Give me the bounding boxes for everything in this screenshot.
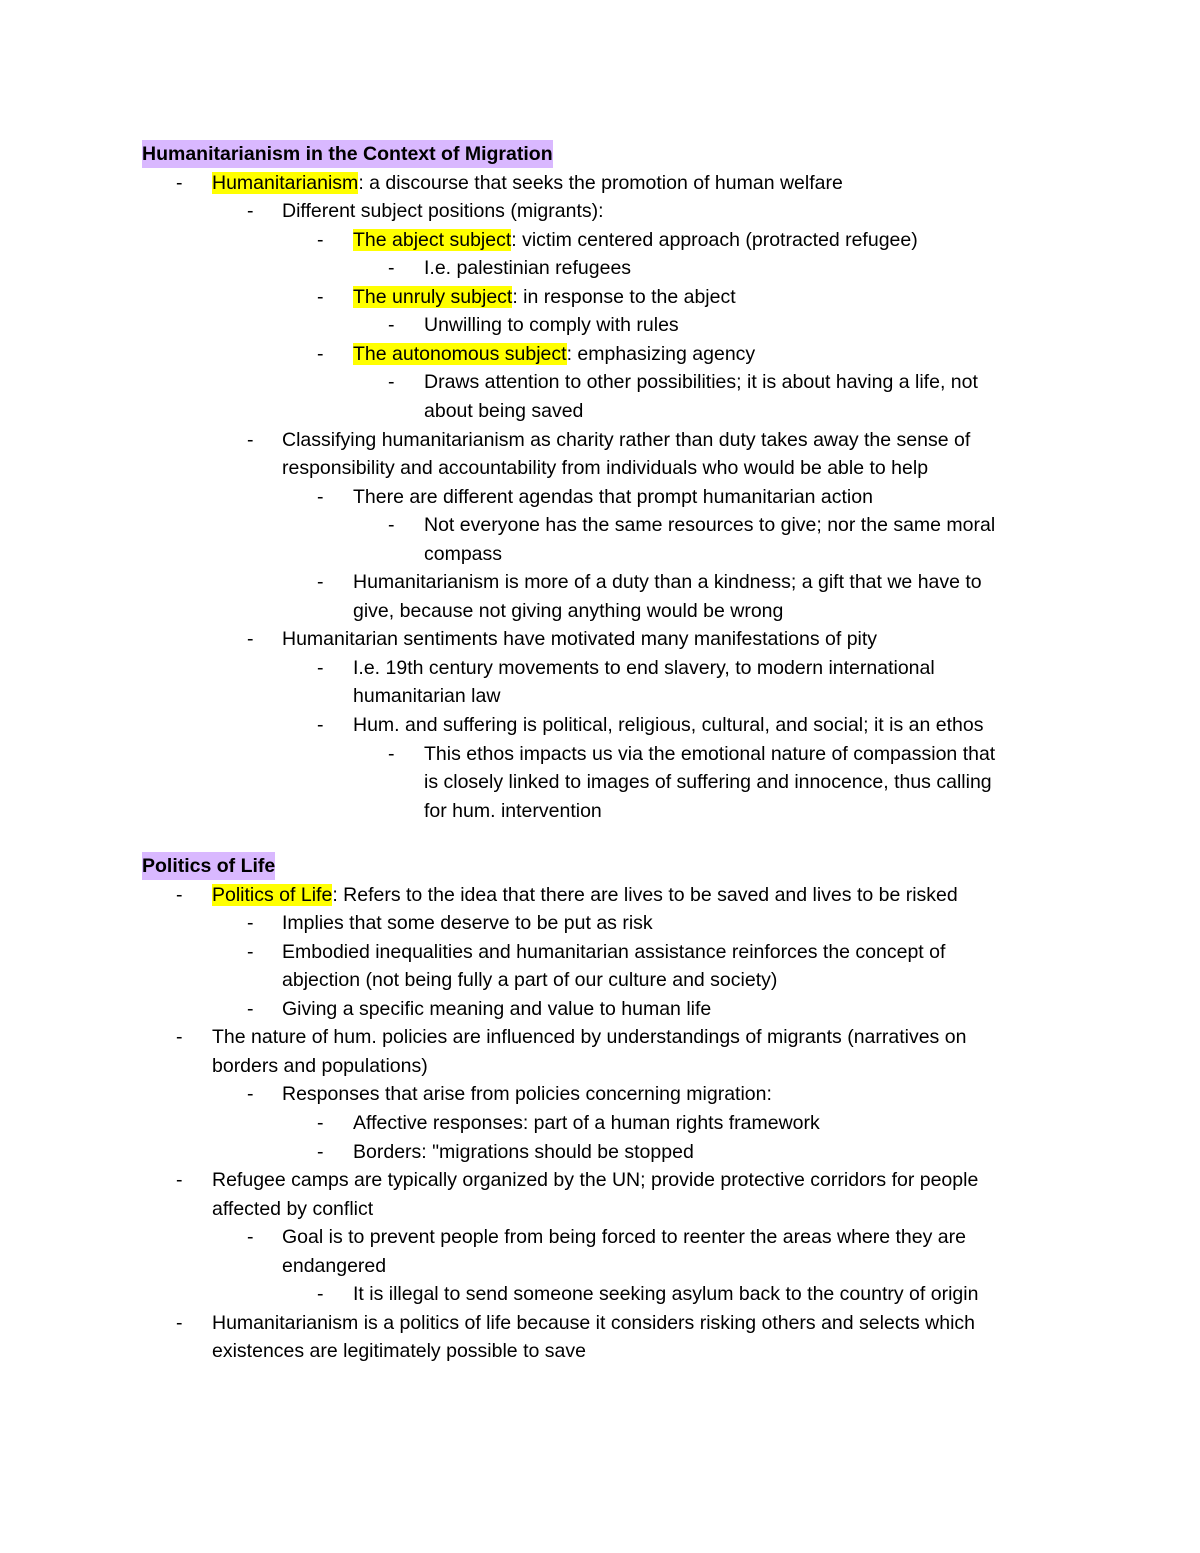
bullet-dash: -: [247, 628, 254, 651]
list-item-text: [424, 540, 502, 568]
list-item: [0, 1223, 1200, 1251]
section-title: Politics of Life: [142, 852, 275, 880]
list-item-text: [282, 938, 945, 966]
list-item: [0, 881, 1200, 909]
bullet-dash: -: [317, 1111, 324, 1134]
bullet-dash: -: [176, 1169, 183, 1192]
item-text: I.e. 19th century movements to end slavery, to modern international: [353, 656, 935, 679]
item-text: There are different agendas that prompt humanitarian action: [353, 485, 873, 508]
bullet-dash: -: [247, 428, 254, 451]
bullet-dash: -: [176, 883, 183, 906]
item-text: Implies that some deserve to be put as risk: [282, 912, 653, 935]
item-text: Responses that arise from policies concerning migration:: [282, 1083, 772, 1106]
list-item: [0, 995, 1200, 1023]
list-item-text: [282, 454, 928, 482]
section-title: Humanitarianism in the Context of Migration: [142, 140, 553, 168]
list-item-text: [424, 511, 995, 539]
list-item-text: [424, 740, 995, 768]
list-item-text: [353, 1109, 820, 1137]
highlighted-term: The abject subject: [353, 228, 512, 251]
list-item: [0, 426, 1200, 454]
item-text: : victim centered approach (protracted refugee): [511, 228, 918, 251]
list-item: [0, 597, 1200, 625]
bullet-dash: -: [388, 314, 395, 337]
list-item: [0, 454, 1200, 482]
list-item: [0, 397, 1200, 425]
list-item: [0, 197, 1200, 225]
list-item-text: [212, 1166, 978, 1194]
list-item: [0, 682, 1200, 710]
item-text: This ethos impacts us via the emotional nature of compassion that: [424, 742, 996, 765]
item-text: : Refers to the idea that there are lives to be saved and lives to be risked: [332, 883, 958, 906]
highlighted-term: Humanitarianism: [212, 171, 359, 194]
list-item: [0, 1080, 1200, 1108]
bullet-dash: -: [247, 200, 254, 223]
bullet-dash: -: [317, 285, 324, 308]
list-item-text: [212, 1195, 373, 1223]
item-text: : a discourse that seeks the promotion of human welfare: [358, 171, 843, 194]
list-item-text: [353, 226, 918, 254]
list-item: [0, 938, 1200, 966]
list-item: [0, 711, 1200, 739]
list-item: [0, 1280, 1200, 1308]
list-item: [0, 311, 1200, 339]
list-item: [0, 1337, 1200, 1365]
item-text: abjection (not being fully a part of our culture and society): [282, 969, 778, 992]
list-item-text: [212, 881, 958, 909]
list-item-text: [353, 283, 736, 311]
bullet-dash: -: [176, 1026, 183, 1049]
item-text: Embodied inequalities and humanitarian assistance reinforces the concept of: [282, 940, 946, 963]
list-item: [0, 1023, 1200, 1051]
list-item: [0, 368, 1200, 396]
list-item: [0, 797, 1200, 825]
bullet-dash: -: [388, 371, 395, 394]
list-item-text: [353, 711, 983, 739]
highlighted-term: The unruly subject: [353, 285, 513, 308]
list-item-text: [212, 1023, 966, 1051]
list-item-text: [212, 169, 843, 197]
list-item: [0, 1195, 1200, 1223]
item-text: existences are legitimately possible to save: [212, 1340, 586, 1363]
item-text: It is illegal to send someone seeking asylum back to the country of origin: [353, 1283, 979, 1306]
list-item-text: [424, 311, 679, 339]
bullet-dash: -: [176, 1311, 183, 1334]
item-text: Refugee camps are typically organized by the UN; provide protective corridors for people: [212, 1169, 979, 1192]
bullet-dash: -: [317, 656, 324, 679]
list-item-text: [212, 1337, 586, 1365]
item-text: Humanitarianism is a politics of life because it considers risking others and selects which: [212, 1311, 976, 1334]
bullet-dash: -: [247, 1083, 254, 1106]
item-text: : emphasizing agency: [566, 342, 756, 365]
list-item-text: [282, 995, 711, 1023]
list-item-text: [282, 426, 970, 454]
item-text: Draws attention to other possibilities; it is about having a life, not: [424, 371, 978, 394]
item-text: Not everyone has the same resources to give; nor the same moral: [424, 514, 996, 537]
item-text: is closely linked to images of suffering and innocence, thus calling: [424, 771, 992, 794]
item-text: Hum. and suffering is political, religious, cultural, and social; it is an ethos: [353, 714, 984, 736]
list-item: [0, 1252, 1200, 1280]
item-text: The nature of hum. policies are influenced by understandings of migrants (narratives on: [212, 1026, 967, 1049]
list-item-text: [424, 254, 631, 282]
list-item: [0, 511, 1200, 539]
list-item: [0, 254, 1200, 282]
list-item-text: [424, 768, 992, 796]
list-item-text: [282, 197, 604, 225]
item-text: responsibility and accountability from individuals who would be able to help: [282, 457, 929, 480]
bullet-dash: -: [317, 228, 324, 251]
list-item: [0, 966, 1200, 994]
list-item: [0, 340, 1200, 368]
list-item-text: [353, 1280, 978, 1308]
list-item: [0, 568, 1200, 596]
item-text: humanitarian law: [353, 685, 501, 708]
bullet-dash: -: [247, 940, 254, 963]
list-item-text: [353, 568, 982, 596]
list-item: [0, 1052, 1200, 1080]
list-item-text: [353, 654, 935, 682]
list-item: [0, 169, 1200, 197]
list-item: [0, 625, 1200, 653]
bullet-dash: -: [317, 1140, 324, 1163]
item-text: Classifying humanitarianism as charity rather than duty takes away the sense of: [282, 428, 971, 451]
item-text: Different subject positions (migrants):: [282, 200, 604, 223]
item-text: Unwilling to comply with rules: [424, 314, 679, 337]
bullet-dash: -: [317, 342, 324, 365]
bullet-dash: -: [247, 997, 254, 1020]
bullet-dash: -: [388, 257, 395, 280]
item-text: endangered: [282, 1254, 387, 1277]
list-item: [0, 1138, 1200, 1166]
item-text: for hum. intervention: [424, 799, 602, 822]
list-item-text: [212, 1052, 428, 1080]
list-item: [0, 909, 1200, 937]
list-item: [0, 1309, 1200, 1337]
section-heading: [0, 140, 1200, 168]
list-item-text: [353, 597, 783, 625]
item-text: Humanitarian sentiments have motivated many manifestations of pity: [282, 628, 878, 651]
section-heading: [0, 852, 1200, 880]
item-text: affected by conflict: [212, 1197, 374, 1220]
item-text: about being saved: [424, 399, 584, 422]
list-item: [0, 540, 1200, 568]
bullet-dash: -: [317, 1283, 324, 1306]
list-item-text: [282, 966, 777, 994]
highlighted-term: The autonomous subject: [353, 342, 567, 365]
item-text: Borders: "migrations should be stopped: [353, 1140, 694, 1163]
item-text: Humanitarianism is more of a duty than a kindness; a gift that we have to: [353, 571, 982, 594]
list-item-text: [282, 1080, 772, 1108]
item-text: borders and populations): [212, 1054, 428, 1077]
list-item-text: [212, 1309, 975, 1337]
item-text: give, because not giving anything would be wrong: [353, 599, 784, 622]
item-text: : in response to the abject: [512, 285, 736, 308]
item-text: Goal is to prevent people from being forced to reenter the areas where they are: [282, 1226, 966, 1249]
bullet-dash: -: [247, 1226, 254, 1249]
bullet-dash: -: [388, 742, 395, 765]
list-item-text: [282, 625, 877, 653]
list-item-text: [282, 1223, 966, 1251]
list-item: [0, 1109, 1200, 1137]
list-item-text: [353, 340, 755, 368]
list-item-text: [424, 397, 583, 425]
bullet-dash: -: [317, 714, 324, 736]
list-item-text: [282, 1252, 386, 1280]
list-item-text: [353, 682, 500, 710]
list-item-text: [424, 797, 602, 825]
item-text: compass: [424, 542, 503, 565]
list-item-text: [424, 368, 978, 396]
list-item-text: [282, 909, 653, 937]
bullet-dash: -: [317, 571, 324, 594]
bullet-dash: -: [317, 485, 324, 508]
list-item: [0, 283, 1200, 311]
item-text: Affective responses: part of a human rights framework: [353, 1111, 820, 1134]
list-item-text: [353, 483, 873, 511]
item-text: I.e. palestinian refugees: [424, 257, 632, 280]
item-text: Giving a specific meaning and value to human life: [282, 997, 712, 1020]
list-item: [0, 740, 1200, 768]
bullet-dash: -: [388, 514, 395, 537]
list-item: [0, 768, 1200, 796]
bullet-dash: -: [247, 912, 254, 935]
list-item: [0, 483, 1200, 511]
list-item-text: [353, 1138, 694, 1166]
list-item: [0, 1166, 1200, 1194]
highlighted-term: Politics of Life: [212, 883, 333, 906]
list-item: [0, 654, 1200, 682]
bullet-dash: -: [176, 171, 183, 194]
list-item: [0, 226, 1200, 254]
